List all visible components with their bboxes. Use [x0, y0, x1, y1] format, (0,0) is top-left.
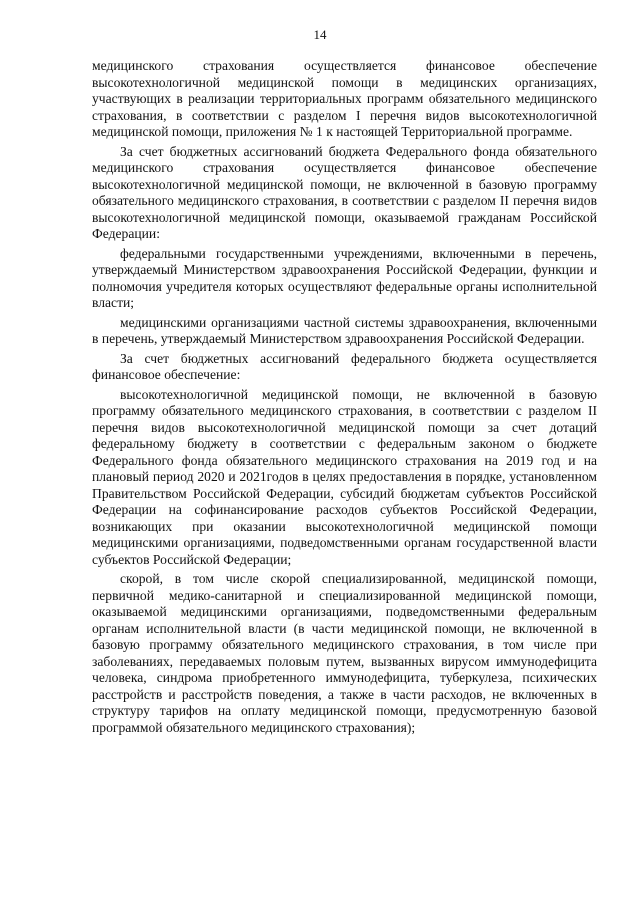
page-number: 14	[313, 27, 327, 42]
list-item-federal-institutions: федеральными государственными учреждениями, включенными в перечень, утверждаемый Министерством здравоохранения Российской Федерации, функции и полномочия учредителя которых осуществляют федеральные органы исполнительной власти;	[92, 245, 597, 310]
list-item-private-organizations: медицинскими организациями частной системы здравоохранения, включенными в перечень, утверждаемый Министерством здравоохранения Российской Федерации.	[92, 314, 597, 346]
list-item-high-tech-care: высокотехнологичной медицинской помощи, не включенной в базовую программу обязательного медицинского страхования, в соответствии с разделом II перечня видов высокотехнологичной медицинской помощи за счет дотаций федеральному бюджету в соответствии с федеральным законом о бюджете Федерального фонда обязательного медицинского страхования на 2019 год и на плановый период 2020 и 2021годов в целях предоставления в порядке, установленном Правительством Российской Федерации, субсидий бюджетам субъектов Российской Федерации на софинансирование расходов субъектов Российской Федерации, возникающих при оказании высокотехнологичной медицинской помощи медицинскими организациями, подведомственными органам государственной власти субъектов Российской Федерации;	[92, 386, 597, 567]
paragraph-ffoms-funding: За счет бюджетных ассигнований бюджета Федерального фонда обязательного медицинского страхования осуществляется финансовое обеспечение высокотехнологичной медицинской помощи, не включенной в базовую программу обязательного медицинского страхования, в соответствии с разделом II перечня видов высокотехнологичной медицинской помощи, оказываемой гражданам Российской Федерации:	[92, 143, 597, 241]
paragraph-federal-budget-funding: За счет бюджетных ассигнований федерального бюджета осуществляется финансовое обеспечение:	[92, 350, 597, 382]
body-text	[92, 58, 597, 739]
paragraph-continuation: медицинского страхования осуществляется финансовое обеспечение высокотехнологичной медицинской помощи в медицинских организациях, участвующих в реализации территориальных программ обязательного медицинского страхования, в соответствии с разделом I перечня видов высокотехнологичной медицинской помощи, приложения № 1 к настоящей Территориальной программе.	[92, 58, 597, 139]
list-item-emergency-care: скорой, в том числе скорой специализированной, медицинской помощи, первичной медико-санитарной и специализированной медицинской помощи, оказываемой медицинскими организациями, подведомственными федеральным органам исполнительной власти (в части медицинской помощи, не включенной в базовую программу обязательного медицинского страхования, в том числе при заболеваниях, передаваемых половым путем, вызванных вирусом иммунодефицита человека, синдрома приобретенного иммунодефицита, туберкулеза, психических расстройств и расстройств поведения, а также в части расходов, не включенных в структуру тарифов на оплату медицинской помощи, предусмотренную базовой программой обязательного медицинского страхования);	[92, 571, 597, 735]
